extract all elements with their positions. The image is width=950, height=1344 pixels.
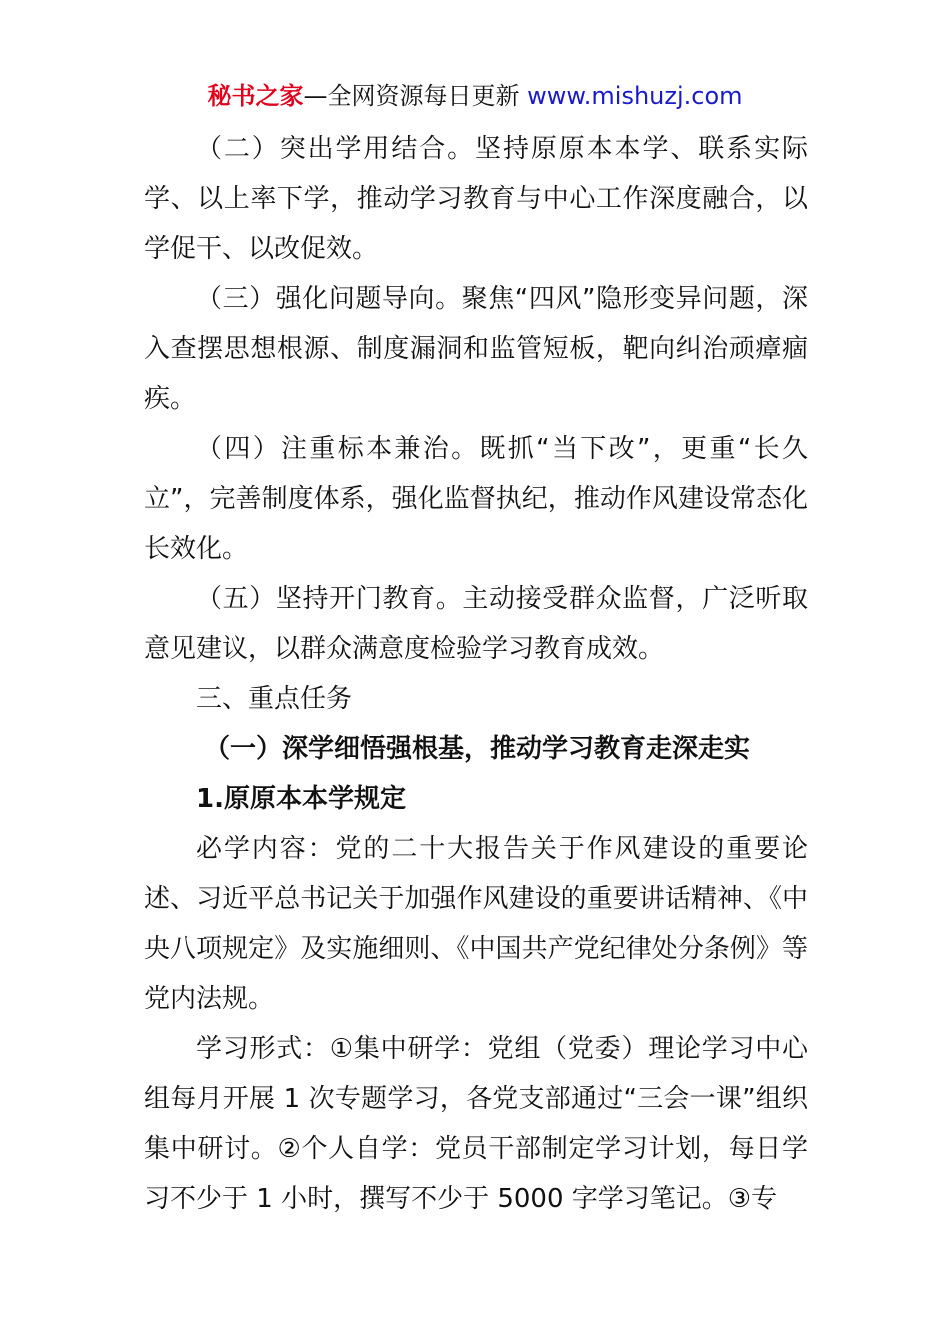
paragraph-principle-5: （五）坚持开门教育。主动接受群众监督，广泛听取意见建议，以群众满意度检验学习教育成效。 [144, 584, 808, 664]
section-heading-key-tasks: 三、重点任务 [196, 684, 353, 714]
item-heading-1: 1.原原本本学规定 [196, 784, 406, 814]
site-header [0, 80, 950, 112]
paragraph-principle-2: （二）突出学用结合。坚持原原本本学、联系实际学、以上率下学，推动学习教育与中心工作深度融合，以学促干、以改促效。 [144, 134, 808, 264]
brand-name: 秘书之家 [207, 82, 304, 110]
subsection-heading-1: （一）深学细悟强根基，推动学习教育走深走实 [204, 734, 751, 764]
site-url[interactable]: www.mishuzj.com [527, 82, 743, 110]
paragraph-principle-3: （三）强化问题导向。聚焦“四风”隐形变异问题，深入查摆思想根源、制度漏洞和监管短板，靶向纠治顽瘴痼疾。 [144, 284, 808, 414]
paragraph-required-content: 必学内容：党的二十大报告关于作风建设的重要论述、习近平总书记关于加强作风建设的重要讲话精神、《中央八项规定》及实施细则、《中国共产党纪律处分条例》等党内法规。 [144, 834, 808, 1014]
paragraph-principle-4: （四）注重标本兼治。既抓“当下改”，更重“长久立”，完善制度体系，强化监督执纪，推动作风建设常态化长效化。 [144, 434, 808, 564]
paragraph-study-format: 学习形式：①集中研学：党组（党委）理论学习中心组每月开展 1 次专题学习，各党支部通过“三会一课”组织集中研讨。②个人自学：党员干部制定学习计划，每日学习不少于 1 小时，撰写不少于 5000 字学习笔记。③专 [144, 1034, 808, 1214]
header-tagline: —全网资源每日更新 [303, 82, 528, 110]
document-body [144, 124, 808, 1224]
